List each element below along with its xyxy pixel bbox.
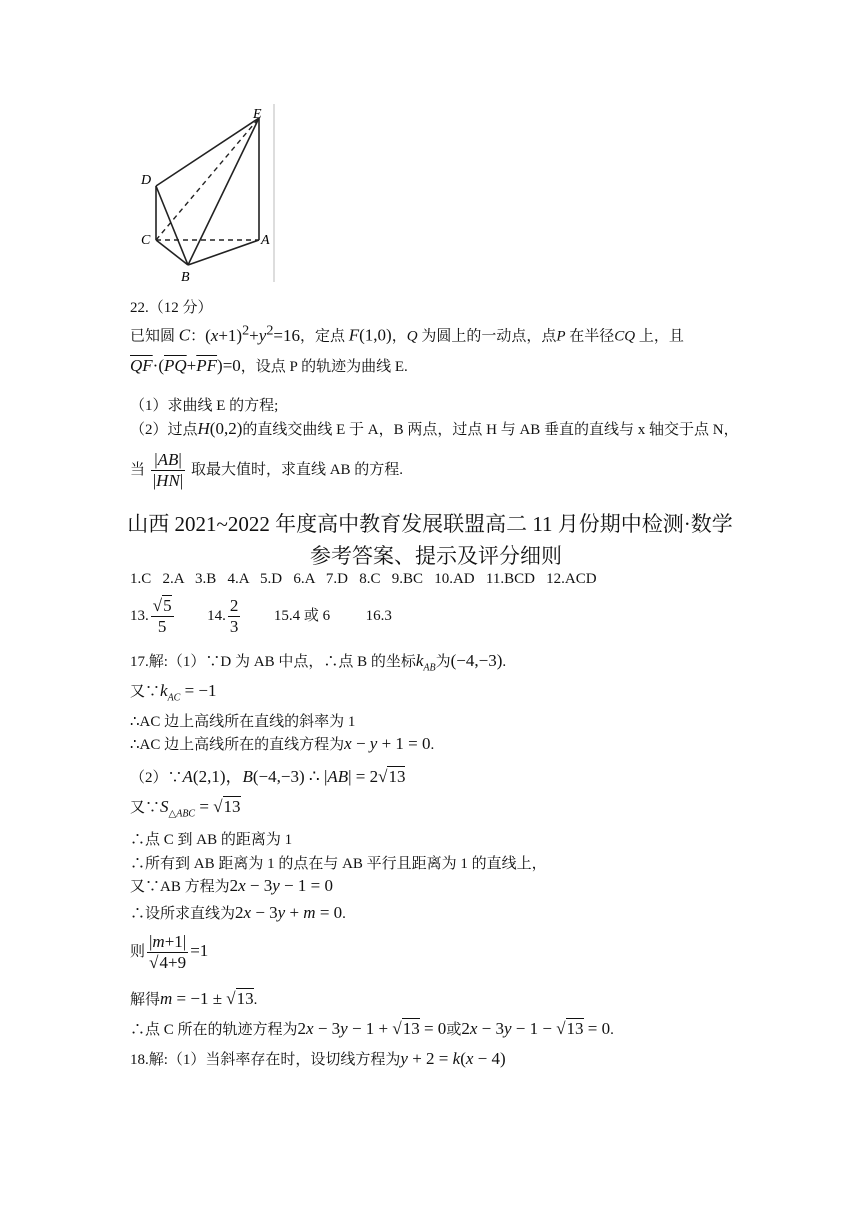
label-a: A: [261, 233, 270, 248]
sol17-line13: ∴点 C 所在的轨迹方程为2x − 3y − 1 + √13 = 0或2x − 3y − 1 − √13 = 0.: [130, 1019, 614, 1038]
sol17-line8: ∴所有到 AB 距离为 1 的点在与 AB 平行且距离为 1 的直线上，: [130, 856, 547, 872]
answers-title: 山西 2021~2022 年度高中教育发展联盟高二 11 月份期中检测·数学: [127, 512, 733, 536]
fill-answers: 13. $\frac{√5}{5}$ 14. $\frac{2}{3}$ 15.4 或 6 16.3: [130, 596, 392, 636]
sol17-line4: ∴AC 边上高线所在的直线方程为x − y + 1 = 0.: [130, 734, 435, 753]
sol17-line11: 则 $\frac{|m+1|}{√4+9}$ =1: [130, 932, 209, 972]
pyramid-diagram: [128, 104, 278, 284]
sol18-line1: 18.解:（1）当斜率存在时，设切线方程为y + 2 = k(x − 4): [130, 1049, 506, 1068]
label-b: B: [181, 270, 190, 284]
label-c: C: [141, 233, 151, 248]
sol17-line2: 又$\because k_{AC} = -1$: [130, 681, 217, 704]
q22-line1: 已知圆 C：$(x+1)^2+y^2=16$，定点 F(1,0)，Q 为圆上的一动点，点P 在半径CQ 上，且: [130, 322, 684, 345]
answers-subtitle: 参考答案、提示及评分细则: [310, 544, 562, 568]
q22-part2-cont: 当 $\frac{|AB|}{|HN|}$ 取最大值时，求直线 AB 的方程.: [130, 450, 404, 490]
sol17-line9: 又∵AB 方程为2x − 3y − 1 = 0: [130, 876, 333, 895]
q22-part2: （2）过点H(0,2)的直线交曲线 E 于 A，B 两点，过点 H 与 AB 垂直的直线与 x 轴交于点 N，: [130, 419, 739, 438]
q22-header: 22.（12 分）: [130, 300, 213, 316]
q22-line2: $\overline{QF}\cdot(\overline{PQ}+\overline{PF})=0$，设点 P 的轨迹为曲线 E.: [130, 356, 408, 375]
sol17-line1: 17.解:（1）∵D 为 AB 中点，∴点 B 的坐标$k_{AB}$为(−4,−3).: [130, 651, 507, 674]
mc-answers: 1.C 2.A 3.B 4.A 5.D 6.A 7.D 8.C 9.BC 10.AD 11.BCD 12.ACD: [130, 571, 597, 587]
sol17-line3: ∴AC 边上高线所在直线的斜率为 1: [130, 714, 356, 730]
sol17-line7: ∴点 C 到 AB 的距离为 1: [130, 832, 293, 848]
label-e: E: [253, 107, 262, 122]
sol17-line6: 又$\because S_{\triangle ABC} = √13$: [130, 797, 241, 820]
sol17-line12: 解得m = −1 ± √13.: [130, 989, 258, 1008]
sol17-line5: （2）∵A(2,1)，B(−4,−3) ∴ |AB| = 2√13: [130, 767, 406, 786]
label-d: D: [141, 173, 152, 188]
q22-part1: （1）求曲线 E 的方程;: [130, 398, 279, 414]
geometry-figure: [128, 104, 278, 284]
sol17-line10: ∴设所求直线为2x − 3y + m = 0.: [130, 903, 346, 922]
